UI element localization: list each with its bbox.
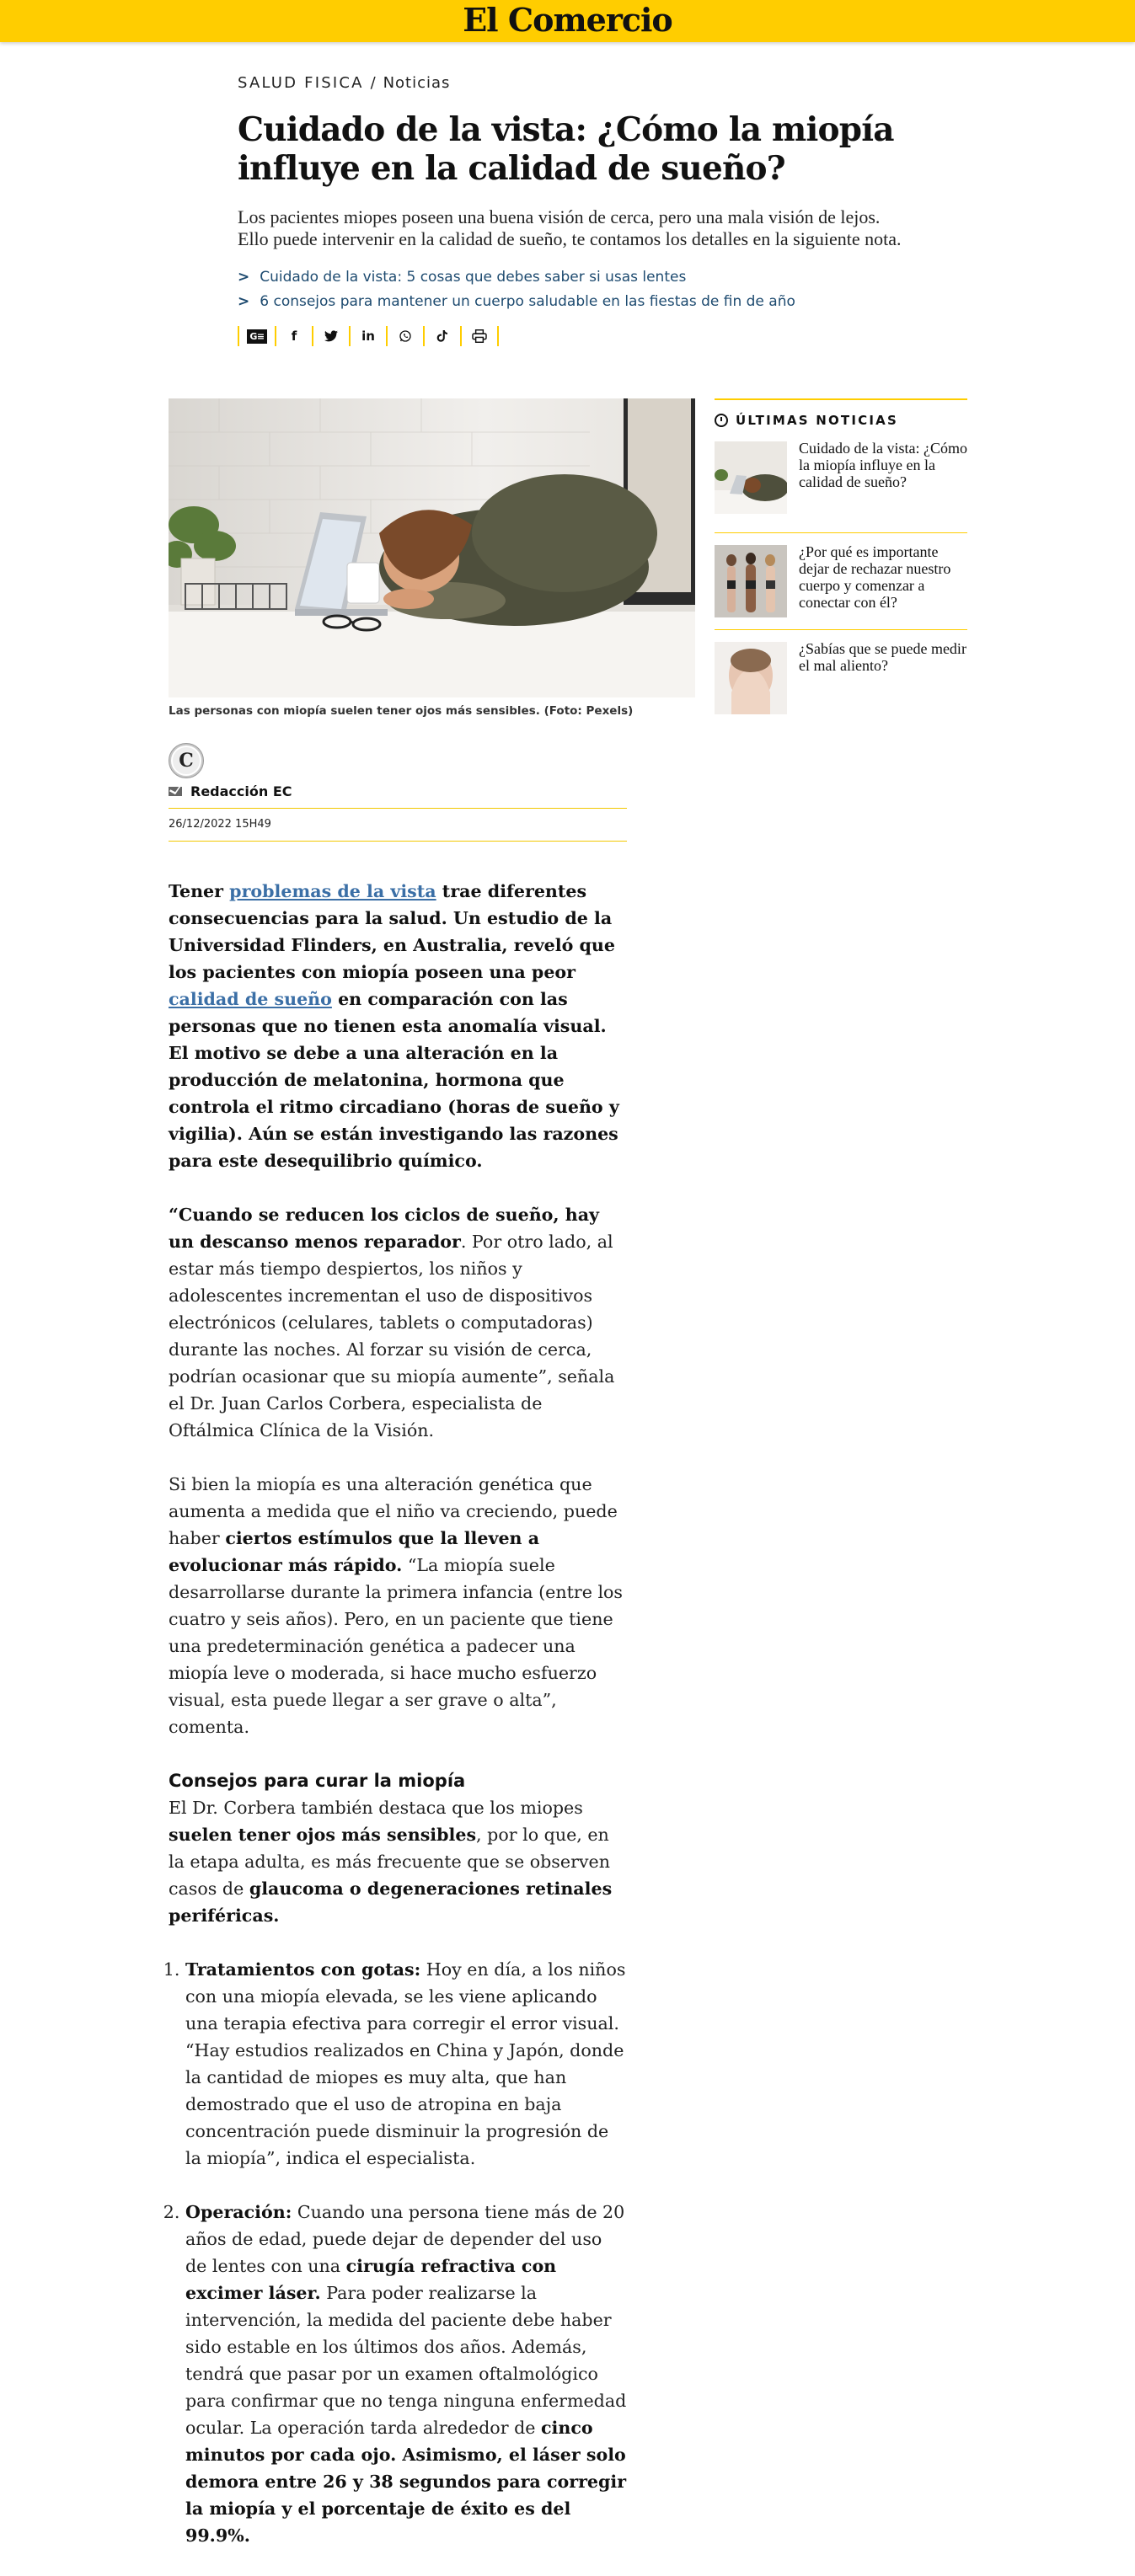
top-bar xyxy=(0,0,1135,42)
thumbnail-image xyxy=(715,642,787,714)
list-item: 1. Tratamientos con gotas: Hoy en día, a los niños con una miopía elevada, se les viene aplicando una terapia efectiva para corregir el error visual. “Hay estudios realizados en China y Japón, donde la cantidad de miopes es muy alta, que han demostrado que el uso de atropina en baja concentración puede disminuir la progresión de la miopía”, indica el especialista. xyxy=(185,1956,628,2172)
paragraph-3: Si bien la miopía es una alteración genética que aumenta a medida que el niño va creciendo, puede haber ciertos estímulos que la lleven a evolucionar más rápido. “La miopía suele desarrollarse durante la primera infancia (entre los cuatro y seis años). Pero, en un paciente que tiene una predeterminación genética a padecer una miopía leve o moderada, si hace mucho esfuerzo visual, esta puede llegar a ser grave o alta”, comenta. xyxy=(169,1474,623,1737)
sidebar-news-item-1[interactable] xyxy=(715,441,967,514)
facebook-button[interactable] xyxy=(275,326,312,346)
linkedin-button[interactable] xyxy=(349,326,386,346)
google-news-icon: G≡ xyxy=(247,329,266,344)
linkedin-icon: in xyxy=(361,329,375,344)
latest-news-sidebar xyxy=(715,398,967,714)
paragraph-4: El Dr. Corbera también destaca que los miopes suelen tener ojos más sensibles, por lo que, en la etapa adulta, es más frecuente que se observen casos de glaucoma o degeneraciones retinales periféricas. xyxy=(169,1798,613,1926)
news-thumbnail[interactable] xyxy=(715,642,787,714)
site-logo[interactable]: El Comercio xyxy=(463,1,672,39)
divider xyxy=(715,398,967,400)
whatsapp-icon xyxy=(399,329,412,343)
chevron-right-icon: > xyxy=(238,269,250,286)
byline xyxy=(169,783,627,799)
thumbnail-image xyxy=(715,441,787,514)
news-title[interactable]: Cuidado de la vista: ¿Cómo la miopía influye en la calidad de sueño? xyxy=(799,440,967,490)
twitter-button[interactable] xyxy=(312,326,349,346)
related-links xyxy=(238,265,912,314)
paragraph-1: Tener problemas de la vista trae diferentes consecuencias para la salud. Un estudio de la Universidad Flinders, en Australia, reveló que los pacientes con miopía poseen una peor calidad de sueño en comparación con las personas que no tienen esta anomalía visual. El motivo se debe a una alteración en la producción de melatonina, hormona que controla el ritmo circadiano (horas de sueño y vigilia). Aún se están investigando las razones para este desequilibrio químico. xyxy=(169,881,619,1171)
link-calidad-de-sueno[interactable]: calidad de sueño xyxy=(169,989,332,1009)
related-link-2[interactable]: > 6 consejos para mantener un cuerpo saludable en las fiestas de fin de año xyxy=(238,293,795,310)
breadcrumb-separator: / xyxy=(370,74,377,92)
news-thumbnail[interactable] xyxy=(715,545,787,617)
facebook-icon: f xyxy=(291,329,297,344)
sidebar-news-item-3[interactable] xyxy=(715,642,967,714)
avatar[interactable] xyxy=(169,743,204,778)
author-block xyxy=(169,743,627,842)
link-problemas-de-la-vista[interactable]: problemas de la vista xyxy=(229,881,436,901)
page-title: Cuidado de la vista: ¿Cómo la miopía influye en la calidad de sueño? xyxy=(238,110,894,188)
hero-photo xyxy=(169,398,695,697)
divider xyxy=(715,629,967,630)
twitter-icon xyxy=(324,330,338,342)
related-link-1[interactable]: > Cuidado de la vista: 5 cosas que debes saber si usas lentes xyxy=(238,269,687,286)
list-item: 2. Operación: Cuando una persona tiene más de 20 años de edad, puede dejar de depender del uso de lentes con una cirugía refractiva con excimer láser. Para poder realizarse la intervención, la medida del paciente debe haber sido estable en los últimos dos años. Además, tendrá que pasar por un examen oftalmológico para confirmar que no tenga ninguna enfermedad ocular. La operación tarda alrededor de cinco minutos por cada ojo. Asimismo, el láser solo demora entre 26 y 38 segundos para corregir la miopía y el porcentaje de éxito es del 99.9%. xyxy=(185,2199,628,2549)
print-button[interactable] xyxy=(460,326,499,346)
print-icon xyxy=(472,329,487,343)
news-thumbnail[interactable] xyxy=(715,441,787,514)
publish-date: 26/12/2022 15H49 xyxy=(169,808,627,842)
whatsapp-button[interactable] xyxy=(386,326,423,346)
chevron-right-icon: > xyxy=(238,293,250,310)
google-news-button[interactable] xyxy=(238,326,275,346)
tips-list xyxy=(169,1956,628,2549)
el-comercio-logo-icon: C xyxy=(171,746,201,776)
article-header xyxy=(238,74,912,346)
breadcrumb xyxy=(238,74,912,92)
clock-icon xyxy=(715,414,728,427)
sidebar-news-item-2[interactable] xyxy=(715,545,967,617)
article-lead: Los pacientes miopes poseen una buena visión de cerca, pero una mala visión de lejos. Ello puede intervenir en la calidad de sueño, te contamos los detalles en la siguiente nota. xyxy=(238,206,902,249)
tiktok-icon xyxy=(436,329,448,343)
paragraph-2: “Cuando se reducen los ciclos de sueño, hay un descanso menos reparador. Por otro lado, al estar más tiempo despiertos, los niños y adolescentes incrementan el uso de dispositivos electrónicos (celulares, tablets o computadoras) durante las noches. Al forzar su visión de cerca, podrían ocasionar que su miopía aumente”, señala el Dr. Juan Carlos Corbera, especialista de Oftálmica Clínica de la Visión. xyxy=(169,1205,615,1440)
news-title[interactable]: ¿Sabías que se puede medir el mal aliento? xyxy=(799,640,966,674)
envelope-icon[interactable] xyxy=(169,787,182,796)
breadcrumb-subsection[interactable]: Noticias xyxy=(383,74,451,92)
hero-image xyxy=(169,398,695,697)
tiktok-button[interactable] xyxy=(423,326,460,346)
article-body xyxy=(169,878,628,2576)
divider xyxy=(715,532,967,533)
subheading: Consejos para curar la miopía xyxy=(169,1771,466,1791)
thumbnail-image xyxy=(715,545,787,617)
sidebar-heading: ÚLTIMAS NOTICIAS xyxy=(715,413,967,428)
author-name[interactable]: Redacción EC xyxy=(190,783,292,799)
news-title[interactable]: ¿Por qué es importante dejar de rechazar nuestro cuerpo y comenzar a conectar con él? xyxy=(799,543,951,611)
image-caption: Las personas con miopía suelen tener ojos más sensibles. (Foto: Pexels) xyxy=(169,704,634,718)
breadcrumb-section[interactable]: SALUD FISICA xyxy=(238,74,364,92)
share-bar xyxy=(238,326,912,346)
